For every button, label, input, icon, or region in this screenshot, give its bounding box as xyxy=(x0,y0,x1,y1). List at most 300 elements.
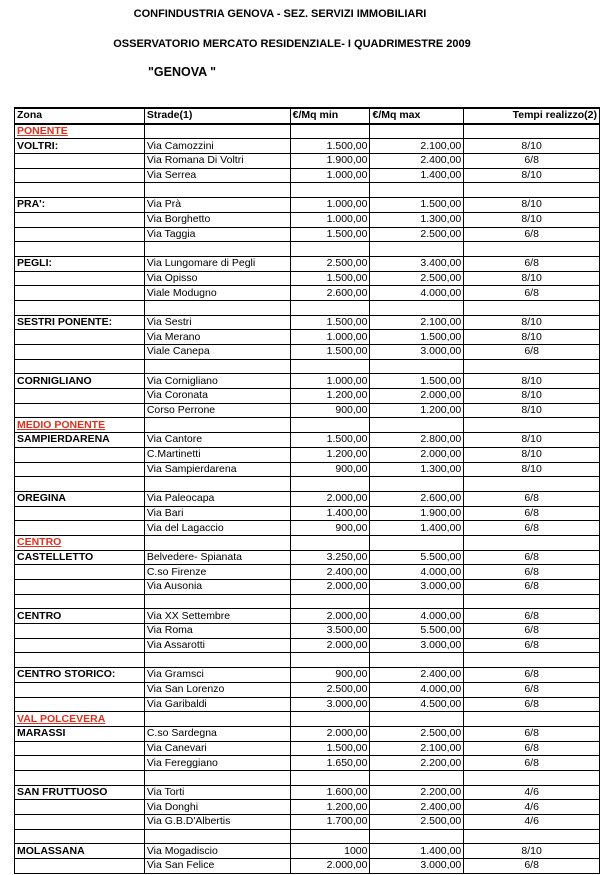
zone-cell: PEGLI: xyxy=(15,256,145,271)
min-price-cell: 1.500,00 xyxy=(290,271,370,286)
zone-cell: SAMPIERDARENA xyxy=(15,433,145,448)
spacer-row xyxy=(15,477,600,492)
empty-cell xyxy=(464,535,600,550)
tempi-cell: 8/10 xyxy=(464,389,600,404)
tempi-cell: 8/10 xyxy=(464,271,600,286)
empty-cell xyxy=(144,535,290,550)
spacer-row xyxy=(15,242,600,257)
zone-cell xyxy=(15,624,145,639)
max-price-cell: 3.000,00 xyxy=(370,345,464,360)
min-price-cell: 900,00 xyxy=(290,668,370,683)
column-header-tempi: Tempi realizzo(2) xyxy=(464,108,600,124)
min-price-cell: 3.000,00 xyxy=(290,697,370,712)
table-row xyxy=(15,345,600,360)
table-row xyxy=(15,389,600,404)
section-row xyxy=(15,712,600,727)
min-price-cell: 2.000,00 xyxy=(290,609,370,624)
min-price-cell: 900,00 xyxy=(290,403,370,418)
empty-cell xyxy=(144,300,290,315)
section-row xyxy=(15,418,600,433)
min-price-cell: 2.400,00 xyxy=(290,565,370,580)
empty-cell xyxy=(144,477,290,492)
max-price-cell: 1.400,00 xyxy=(370,521,464,536)
street-cell: C.Martinetti xyxy=(144,447,290,462)
street-cell: Via Romana Di Voltri xyxy=(144,154,290,169)
empty-cell xyxy=(370,477,464,492)
tempi-cell: 4/6 xyxy=(464,815,600,830)
empty-cell xyxy=(144,712,290,727)
max-price-cell: 1.300,00 xyxy=(370,462,464,477)
street-cell: Viale Modugno xyxy=(144,286,290,301)
table-row xyxy=(15,756,600,771)
section-label: CENTRO xyxy=(15,535,145,550)
empty-cell xyxy=(370,359,464,374)
tempi-cell: 8/10 xyxy=(464,844,600,859)
street-cell: Via Borghetto xyxy=(144,212,290,227)
table-row xyxy=(15,198,600,213)
empty-cell xyxy=(290,124,370,139)
table-row xyxy=(15,462,600,477)
table-row xyxy=(15,227,600,242)
table-row xyxy=(15,815,600,830)
table-row xyxy=(15,506,600,521)
max-price-cell: 3.400,00 xyxy=(370,256,464,271)
zone-cell xyxy=(15,286,145,301)
zone-cell xyxy=(15,403,145,418)
min-price-cell: 2.000,00 xyxy=(290,638,370,653)
max-price-cell: 1.500,00 xyxy=(370,330,464,345)
table-row xyxy=(15,374,600,389)
street-cell: Via Roma xyxy=(144,624,290,639)
min-price-cell: 1.500,00 xyxy=(290,345,370,360)
empty-cell xyxy=(290,242,370,257)
min-price-cell: 2.000,00 xyxy=(290,580,370,595)
report-subtitle: OSSERVATORIO MERCATO RESIDENZIALE- I QUADRIMESTRE 2009 xyxy=(113,38,471,50)
tempi-cell: 6/8 xyxy=(464,565,600,580)
tempi-cell: 8/10 xyxy=(464,433,600,448)
empty-cell xyxy=(464,183,600,198)
min-price-cell: 1.500,00 xyxy=(290,433,370,448)
empty-cell xyxy=(15,183,145,198)
empty-cell xyxy=(370,124,464,139)
zone-cell: VOLTRI: xyxy=(15,139,145,154)
min-price-cell: 1.000,00 xyxy=(290,330,370,345)
table-row xyxy=(15,550,600,565)
empty-cell xyxy=(370,829,464,844)
empty-cell xyxy=(464,359,600,374)
section-label: PONENTE xyxy=(15,124,145,139)
max-price-cell: 2.600,00 xyxy=(370,491,464,506)
spacer-row xyxy=(15,359,600,374)
price-table-body xyxy=(15,108,600,873)
street-cell: Belvedere- Spianata xyxy=(144,550,290,565)
max-price-cell: 2.000,00 xyxy=(370,447,464,462)
tempi-cell: 6/8 xyxy=(464,859,600,874)
zone-cell: CENTRO xyxy=(15,609,145,624)
street-cell: Via Sestri xyxy=(144,315,290,330)
empty-cell xyxy=(464,829,600,844)
section-label: VAL POLCEVERA xyxy=(15,712,145,727)
table-row xyxy=(15,580,600,595)
max-price-cell: 2.500,00 xyxy=(370,815,464,830)
zone-cell xyxy=(15,271,145,286)
tempi-cell: 6/8 xyxy=(464,756,600,771)
min-price-cell: 1.500,00 xyxy=(290,139,370,154)
table-row xyxy=(15,168,600,183)
min-price-cell: 1.900,00 xyxy=(290,154,370,169)
street-cell: Via Coronata xyxy=(144,389,290,404)
empty-cell xyxy=(15,359,145,374)
street-cell: Via Ausonia xyxy=(144,580,290,595)
table-row xyxy=(15,697,600,712)
empty-cell xyxy=(144,594,290,609)
max-price-cell: 1.500,00 xyxy=(370,198,464,213)
table-row xyxy=(15,286,600,301)
table-row xyxy=(15,154,600,169)
empty-cell xyxy=(290,594,370,609)
spacer-row xyxy=(15,300,600,315)
zone-cell xyxy=(15,389,145,404)
tempi-cell: 6/8 xyxy=(464,624,600,639)
street-cell: Via Prà xyxy=(144,198,290,213)
max-price-cell: 4.000,00 xyxy=(370,682,464,697)
zone-cell: OREGINA xyxy=(15,491,145,506)
min-price-cell: 1.400,00 xyxy=(290,506,370,521)
street-cell: Via Cornigliano xyxy=(144,374,290,389)
street-cell: Via Fereggiano xyxy=(144,756,290,771)
max-price-cell: 2.800,00 xyxy=(370,433,464,448)
section-label: MEDIO PONENTE xyxy=(15,418,145,433)
street-cell: Via Lungomare di Pegli xyxy=(144,256,290,271)
tempi-cell: 8/10 xyxy=(464,462,600,477)
street-cell: C.so Sardegna xyxy=(144,726,290,741)
tempi-cell: 6/8 xyxy=(464,256,600,271)
min-price-cell: 1.000,00 xyxy=(290,168,370,183)
zone-cell xyxy=(15,859,145,874)
street-cell: Via Gramsci xyxy=(144,668,290,683)
street-cell: Via Cantore xyxy=(144,433,290,448)
empty-cell xyxy=(464,770,600,785)
empty-cell xyxy=(15,477,145,492)
tempi-cell: 6/8 xyxy=(464,227,600,242)
empty-cell xyxy=(464,594,600,609)
max-price-cell: 4.000,00 xyxy=(370,565,464,580)
table-row xyxy=(15,785,600,800)
tempi-cell: 6/8 xyxy=(464,345,600,360)
zone-cell xyxy=(15,462,145,477)
tempi-cell: 6/8 xyxy=(464,506,600,521)
street-cell: Via G.B.D'Albertis xyxy=(144,815,290,830)
min-price-cell: 1000 xyxy=(290,844,370,859)
zone-cell: PRA': xyxy=(15,198,145,213)
street-cell: Corso Perrone xyxy=(144,403,290,418)
min-price-cell: 3.500,00 xyxy=(290,624,370,639)
empty-cell xyxy=(144,829,290,844)
empty-cell xyxy=(290,418,370,433)
zone-cell: SAN FRUTTUOSO xyxy=(15,785,145,800)
empty-cell xyxy=(144,242,290,257)
tempi-cell: 6/8 xyxy=(464,638,600,653)
tempi-cell: 6/8 xyxy=(464,491,600,506)
min-price-cell: 1.700,00 xyxy=(290,815,370,830)
tempi-cell: 8/10 xyxy=(464,198,600,213)
empty-cell xyxy=(144,183,290,198)
table-row xyxy=(15,565,600,580)
zone-cell xyxy=(15,168,145,183)
tempi-cell: 4/6 xyxy=(464,785,600,800)
zone-cell: MARASSI xyxy=(15,726,145,741)
tempi-cell: 8/10 xyxy=(464,447,600,462)
table-row xyxy=(15,624,600,639)
zone-cell xyxy=(15,447,145,462)
empty-cell xyxy=(370,653,464,668)
table-row xyxy=(15,403,600,418)
section-row xyxy=(15,124,600,139)
tempi-cell: 6/8 xyxy=(464,682,600,697)
table-row xyxy=(15,139,600,154)
max-price-cell: 1.300,00 xyxy=(370,212,464,227)
section-row xyxy=(15,535,600,550)
empty-cell xyxy=(464,300,600,315)
street-cell: Via Taggia xyxy=(144,227,290,242)
price-table xyxy=(14,107,600,874)
max-price-cell: 2.200,00 xyxy=(370,756,464,771)
empty-cell xyxy=(290,359,370,374)
tempi-cell: 6/8 xyxy=(464,286,600,301)
zone-cell xyxy=(15,212,145,227)
max-price-cell: 2.100,00 xyxy=(370,139,464,154)
street-cell: Via del Lagaccio xyxy=(144,521,290,536)
zone-cell xyxy=(15,682,145,697)
empty-cell xyxy=(290,477,370,492)
min-price-cell: 1.500,00 xyxy=(290,227,370,242)
tempi-cell: 8/10 xyxy=(464,139,600,154)
street-cell: Via Merano xyxy=(144,330,290,345)
empty-cell xyxy=(15,770,145,785)
column-header-strade: Strade(1) xyxy=(144,108,290,124)
min-price-cell: 1.000,00 xyxy=(290,374,370,389)
empty-cell xyxy=(144,418,290,433)
empty-cell xyxy=(370,300,464,315)
max-price-cell: 4.000,00 xyxy=(370,609,464,624)
street-cell: Via Torti xyxy=(144,785,290,800)
min-price-cell: 1.500,00 xyxy=(290,741,370,756)
tempi-cell: 6/8 xyxy=(464,697,600,712)
zone-cell: CASTELLETTO xyxy=(15,550,145,565)
table-row xyxy=(15,726,600,741)
report-org-title: CONFINDUSTRIA GENOVA - SEZ. SERVIZI IMMOBILIARI xyxy=(133,8,427,20)
max-price-cell: 5.500,00 xyxy=(370,550,464,565)
street-cell: Via XX Settembre xyxy=(144,609,290,624)
zone-cell xyxy=(15,506,145,521)
empty-cell xyxy=(15,653,145,668)
table-row xyxy=(15,315,600,330)
tempi-cell: 6/8 xyxy=(464,741,600,756)
empty-cell xyxy=(370,242,464,257)
zone-cell xyxy=(15,227,145,242)
empty-cell xyxy=(290,183,370,198)
street-cell: C.so Firenze xyxy=(144,565,290,580)
table-row xyxy=(15,521,600,536)
min-price-cell: 2.500,00 xyxy=(290,256,370,271)
empty-cell xyxy=(370,712,464,727)
empty-cell xyxy=(464,712,600,727)
tempi-cell: 8/10 xyxy=(464,330,600,345)
min-price-cell: 2.600,00 xyxy=(290,286,370,301)
zone-cell: CORNIGLIANO xyxy=(15,374,145,389)
empty-cell xyxy=(464,653,600,668)
zone-cell xyxy=(15,697,145,712)
empty-cell xyxy=(144,770,290,785)
min-price-cell: 1.000,00 xyxy=(290,212,370,227)
min-price-cell: 1.650,00 xyxy=(290,756,370,771)
empty-cell xyxy=(370,183,464,198)
empty-cell xyxy=(15,594,145,609)
table-row xyxy=(15,271,600,286)
min-price-cell: 1.200,00 xyxy=(290,800,370,815)
empty-cell xyxy=(290,653,370,668)
tempi-cell: 6/8 xyxy=(464,580,600,595)
table-row xyxy=(15,682,600,697)
max-price-cell: 2.500,00 xyxy=(370,227,464,242)
tempi-cell: 6/8 xyxy=(464,154,600,169)
max-price-cell: 2.500,00 xyxy=(370,726,464,741)
min-price-cell: 1.200,00 xyxy=(290,389,370,404)
zone-cell: MOLASSANA xyxy=(15,844,145,859)
min-price-cell: 1.600,00 xyxy=(290,785,370,800)
tempi-cell: 8/10 xyxy=(464,315,600,330)
empty-cell xyxy=(290,300,370,315)
zone-cell xyxy=(15,815,145,830)
zone-cell xyxy=(15,638,145,653)
empty-cell xyxy=(144,124,290,139)
min-price-cell: 900,00 xyxy=(290,521,370,536)
table-row xyxy=(15,491,600,506)
empty-cell xyxy=(464,124,600,139)
street-cell: Via Donghi xyxy=(144,800,290,815)
column-header-zona: Zona xyxy=(15,108,145,124)
empty-cell xyxy=(144,653,290,668)
tempi-cell: 8/10 xyxy=(464,374,600,389)
max-price-cell: 3.000,00 xyxy=(370,859,464,874)
max-price-cell: 1.900,00 xyxy=(370,506,464,521)
min-price-cell: 2.000,00 xyxy=(290,491,370,506)
empty-cell xyxy=(370,594,464,609)
tempi-cell: 6/8 xyxy=(464,668,600,683)
table-row xyxy=(15,638,600,653)
table-row xyxy=(15,800,600,815)
max-price-cell: 4.500,00 xyxy=(370,697,464,712)
table-row xyxy=(15,433,600,448)
tempi-cell: 8/10 xyxy=(464,212,600,227)
street-cell: Viale Canepa xyxy=(144,345,290,360)
table-row xyxy=(15,844,600,859)
empty-cell xyxy=(290,712,370,727)
min-price-cell: 1.500,00 xyxy=(290,315,370,330)
street-cell: Via Camozzini xyxy=(144,139,290,154)
zone-cell: CENTRO STORICO: xyxy=(15,668,145,683)
street-cell: Via Sampierdarena xyxy=(144,462,290,477)
spacer-row xyxy=(15,770,600,785)
empty-cell xyxy=(464,418,600,433)
max-price-cell: 3.000,00 xyxy=(370,638,464,653)
zone-cell xyxy=(15,521,145,536)
spacer-row xyxy=(15,653,600,668)
table-row xyxy=(15,256,600,271)
street-cell: Via Bari xyxy=(144,506,290,521)
empty-cell xyxy=(464,242,600,257)
street-cell: Via Mogadiscio xyxy=(144,844,290,859)
max-price-cell: 1.500,00 xyxy=(370,374,464,389)
zone-cell xyxy=(15,330,145,345)
max-price-cell: 2.100,00 xyxy=(370,315,464,330)
table-row xyxy=(15,330,600,345)
empty-cell xyxy=(290,829,370,844)
empty-cell xyxy=(290,770,370,785)
max-price-cell: 2.100,00 xyxy=(370,741,464,756)
min-price-cell: 2.500,00 xyxy=(290,682,370,697)
table-row xyxy=(15,609,600,624)
max-price-cell: 2.000,00 xyxy=(370,389,464,404)
tempi-cell: 4/6 xyxy=(464,800,600,815)
empty-cell xyxy=(15,300,145,315)
spacer-row xyxy=(15,594,600,609)
zone-cell: SESTRI PONENTE: xyxy=(15,315,145,330)
zone-cell xyxy=(15,345,145,360)
city-title: "GENOVA " xyxy=(148,65,217,79)
max-price-cell: 2.200,00 xyxy=(370,785,464,800)
empty-cell xyxy=(370,535,464,550)
zone-cell xyxy=(15,154,145,169)
min-price-cell: 900,00 xyxy=(290,462,370,477)
max-price-cell: 2.400,00 xyxy=(370,800,464,815)
tempi-cell: 6/8 xyxy=(464,726,600,741)
spacer-row xyxy=(15,829,600,844)
max-price-cell: 5.500,00 xyxy=(370,624,464,639)
table-row xyxy=(15,859,600,874)
min-price-cell: 1.200,00 xyxy=(290,447,370,462)
street-cell: Via Serrea xyxy=(144,168,290,183)
table-row xyxy=(15,447,600,462)
zone-cell xyxy=(15,756,145,771)
min-price-cell: 1.000,00 xyxy=(290,198,370,213)
table-row xyxy=(15,741,600,756)
table-row xyxy=(15,668,600,683)
empty-cell xyxy=(15,829,145,844)
street-cell: Via Assarotti xyxy=(144,638,290,653)
street-cell: Via San Lorenzo xyxy=(144,682,290,697)
column-header-max: €/Mq max xyxy=(370,108,464,124)
street-cell: Via Canevari xyxy=(144,741,290,756)
max-price-cell: 2.400,00 xyxy=(370,154,464,169)
zone-cell xyxy=(15,565,145,580)
tempi-cell: 6/8 xyxy=(464,550,600,565)
min-price-cell: 2.000,00 xyxy=(290,726,370,741)
tempi-cell: 6/8 xyxy=(464,609,600,624)
street-cell: Via Opisso xyxy=(144,271,290,286)
tempi-cell: 8/10 xyxy=(464,168,600,183)
street-cell: Via Paleocapa xyxy=(144,491,290,506)
max-price-cell: 3.000,00 xyxy=(370,580,464,595)
max-price-cell: 2.500,00 xyxy=(370,271,464,286)
max-price-cell: 2.400,00 xyxy=(370,668,464,683)
max-price-cell: 4.000,00 xyxy=(370,286,464,301)
tempi-cell: 6/8 xyxy=(464,521,600,536)
min-price-cell: 3.250,00 xyxy=(290,550,370,565)
max-price-cell: 1.400,00 xyxy=(370,168,464,183)
zone-cell xyxy=(15,741,145,756)
column-header-min: €/Mq min xyxy=(290,108,370,124)
